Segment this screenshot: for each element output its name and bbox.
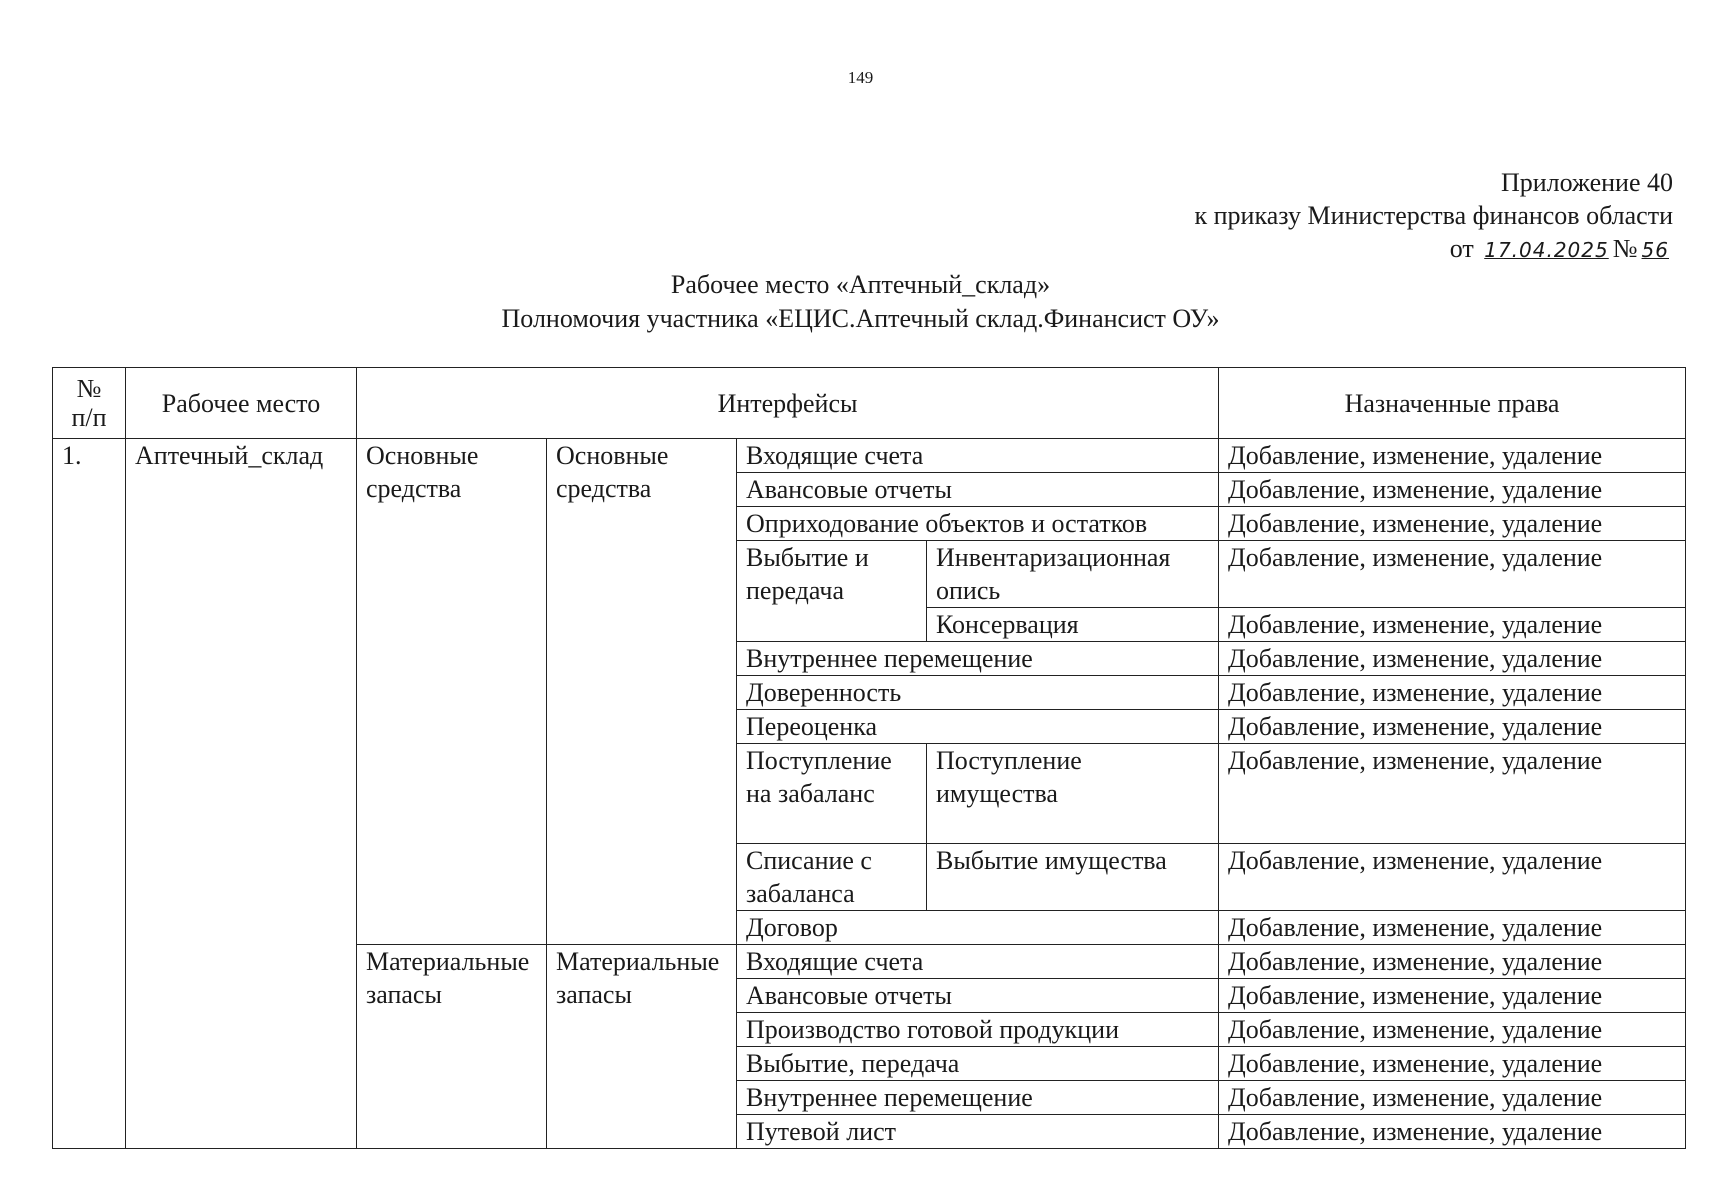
rights-cell: Добавление, изменение, удаление (1219, 642, 1686, 676)
interface-item: Переоценка (737, 710, 1219, 744)
header-number-pp: п/п (71, 403, 107, 432)
interface-item: Авансовые отчеты (737, 473, 1219, 507)
interface-level1-fixed-assets: Основные средства (357, 439, 547, 945)
rights-cell: Добавление, изменение, удаление (1219, 844, 1686, 911)
interface-level2-fixed-assets: Основные средства (547, 439, 737, 945)
interface-item: Выбытие и передача (737, 541, 927, 642)
rights-cell: Добавление, изменение, удаление (1219, 541, 1686, 608)
rights-cell: Добавление, изменение, удаление (1219, 439, 1686, 473)
rights-cell: Добавление, изменение, удаление (1219, 710, 1686, 744)
interface-subitem: Консервация (927, 608, 1219, 642)
rights-cell: Добавление, изменение, удаление (1219, 979, 1686, 1013)
interface-subitem: Выбытие имущества (927, 844, 1219, 911)
appendix-order-reference: к приказу Министерства финансов области (1194, 201, 1673, 230)
table-row (53, 439, 1686, 473)
interface-item: Производство готовой продукции (737, 1013, 1219, 1047)
rights-cell: Добавление, изменение, удаление (1219, 744, 1686, 844)
rights-cell: Добавление, изменение, удаление (1219, 473, 1686, 507)
interface-item: Поступление на забаланс (737, 744, 927, 844)
header-number-sign: № (76, 374, 102, 403)
rights-cell: Добавление, изменение, удаление (1219, 507, 1686, 541)
interface-item: Списание с забаланса (737, 844, 927, 911)
rights-cell: Добавление, изменение, удаление (1219, 1013, 1686, 1047)
date-prefix: от (1449, 234, 1474, 263)
rights-cell: Добавление, изменение, удаление (1219, 911, 1686, 945)
interface-item: Входящие счета (737, 945, 1219, 979)
permissions-table (52, 367, 1686, 1149)
handwritten-number: 56 (1641, 238, 1669, 262)
interface-subitem: Инвентаризационная опись (927, 541, 1219, 608)
rights-cell: Добавление, изменение, удаление (1219, 1047, 1686, 1081)
rights-cell: Добавление, изменение, удаление (1219, 1081, 1686, 1115)
rights-cell: Добавление, изменение, удаление (1219, 945, 1686, 979)
document-title: Рабочее место «Аптечный_склад» (670, 270, 1051, 299)
interface-item: Авансовые отчеты (737, 979, 1219, 1013)
document-subtitle: Полномочия участника «ЕЦИС.Аптечный склад.Финансист ОУ» (501, 304, 1220, 333)
interface-item: Путевой лист (737, 1115, 1219, 1149)
interface-item: Внутреннее перемещение (737, 642, 1219, 676)
interface-item: Внутреннее перемещение (737, 1081, 1219, 1115)
interface-item: Оприходование объектов и остатков (737, 507, 1219, 541)
interface-item: Договор (737, 911, 1219, 945)
rights-cell: Добавление, изменение, удаление (1219, 676, 1686, 710)
header-workplace: Рабочее место (126, 368, 357, 439)
interface-subitem: Поступление имущества (927, 744, 1219, 844)
row-number: 1. (53, 439, 126, 1149)
header-number (53, 368, 126, 439)
header-interfaces: Интерфейсы (357, 368, 1219, 439)
header-rights: Назначенные права (1219, 368, 1686, 439)
interface-level1-inventories: Материальные запасы (357, 945, 547, 1149)
handwritten-date: 17.04.2025 (1484, 238, 1609, 262)
table-header-row (53, 368, 1686, 439)
interface-item: Выбытие, передача (737, 1047, 1219, 1081)
interface-item: Входящие счета (737, 439, 1219, 473)
interface-level2-inventories: Материальные запасы (547, 945, 737, 1149)
interface-item: Доверенность (737, 676, 1219, 710)
page-number: 149 (847, 68, 874, 87)
appendix-date-number (913, 232, 1673, 267)
rights-cell: Добавление, изменение, удаление (1219, 1115, 1686, 1149)
number-sign: № (1612, 234, 1638, 263)
rights-cell: Добавление, изменение, удаление (1219, 608, 1686, 642)
appendix-title: Приложение 40 (1500, 168, 1673, 197)
workplace-cell: Аптечный_склад (126, 439, 357, 1149)
